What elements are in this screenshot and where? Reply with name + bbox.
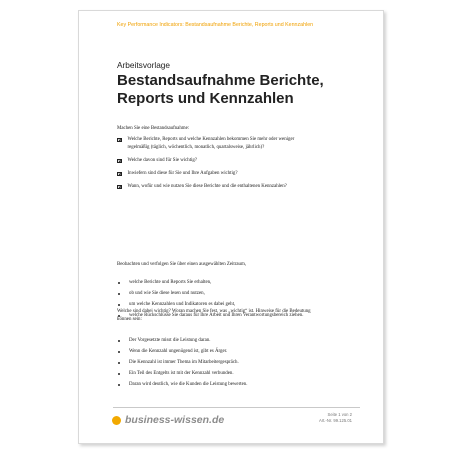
bullet-icon: [118, 340, 120, 342]
checklist-item-text: Inwiefern sind diese für Sie und Ihre Aufgaben wichtig?: [127, 171, 238, 176]
observe-text: Beobachten und verfolgen Sie über einen ausgewählten Zeitraum,: [117, 262, 247, 267]
bullet-icon: [118, 282, 120, 284]
checklist: [117, 136, 307, 196]
checkbox-icon: [117, 138, 122, 143]
list-item-text: Ein Teil des Entgelts ist mit der Kennzahl verbunden.: [129, 371, 234, 376]
list-item-text: ob und wie Sie diese lesen und nutzen,: [129, 291, 205, 296]
brand-logo: business-wissen.de: [125, 414, 225, 426]
intro-text: Machen Sie eine Bestandsaufnahme:: [117, 126, 190, 131]
list-item-text: Daran wird deutlich, wie die Kunden die Leistung bewerten.: [129, 382, 248, 387]
bullet-icon: [118, 304, 120, 306]
list-item: [117, 290, 307, 298]
checklist-item-text: Welche Berichte, Reports und welche Kennzahlen bekommen Sie mehr oder weniger regelmäßig (täglich, wöchentlich, monatlich, quartalsweise, jährlich)?: [127, 137, 295, 150]
list-item: [117, 381, 307, 389]
bullet-icon: [118, 373, 120, 375]
document-label: Arbeitsvorlage: [117, 60, 171, 70]
list-item: [117, 337, 307, 345]
list-item-text: Der Vorgesetzte misst die Leistung daran.: [129, 338, 211, 343]
bullet-icon: [118, 362, 120, 364]
title-line-1: Bestandsaufnahme Berichte,: [117, 72, 324, 89]
checklist-item-text: Wann, wofür und wie nutzen Sie diese Berichte und die enthaltenen Kennzahlen?: [127, 184, 287, 189]
bullet-icon: [118, 384, 120, 386]
list-item: [117, 370, 307, 378]
bullet-icon: [118, 293, 120, 295]
running-header: Key Performance Indicators: Bestandsaufnahme Berichte, Reports und Kennzahlen: [117, 22, 314, 28]
question-text: Welche sind dabei wichtig? Woran machen Sie fest, was „wichtig“ ist. Hinweise für die Bedeutung können sein:: [117, 309, 311, 322]
checkbox-icon: [117, 172, 122, 177]
checkbox-icon: [117, 185, 122, 190]
document-title: [117, 72, 367, 107]
checklist-item: [117, 170, 307, 178]
checklist-item: [117, 157, 307, 165]
footer-divider: [113, 407, 360, 408]
list-item: [117, 348, 307, 356]
checklist-item-text: Welche davon sind für Sie wichtig?: [127, 158, 198, 163]
list-item-text: Die Kennzahl ist immer Thema im Mitarbeitergespräch.: [129, 360, 239, 365]
list-item: [117, 359, 307, 367]
logo-dot-icon: [112, 416, 121, 425]
list-item: [117, 279, 307, 287]
list-item-text: welche Berichte und Reports Sie erhalten,: [129, 280, 212, 285]
checkbox-icon: [117, 159, 122, 164]
page-number: Seite 1 von 2: [327, 412, 352, 417]
article-number: Art.-Nr. 99.125.01: [318, 418, 352, 423]
title-line-2: Reports und Kennzahlen: [117, 89, 294, 107]
checklist-item: [117, 183, 307, 191]
list-item-text: welche Rückschlüsse Sie daraus für Ihre Arbeit und Ihren Verantwortungsbereich ziehen.: [129, 313, 304, 318]
hints-list: [117, 337, 307, 392]
bullet-icon: [118, 351, 120, 353]
checklist-item: [117, 136, 307, 152]
list-item-text: um welche Kennzahlen und Indikatoren es dabei geht,: [129, 302, 236, 307]
list-item-text: Wenn die Kennzahl ungenügend ist, gibt es Ärger.: [129, 349, 228, 354]
